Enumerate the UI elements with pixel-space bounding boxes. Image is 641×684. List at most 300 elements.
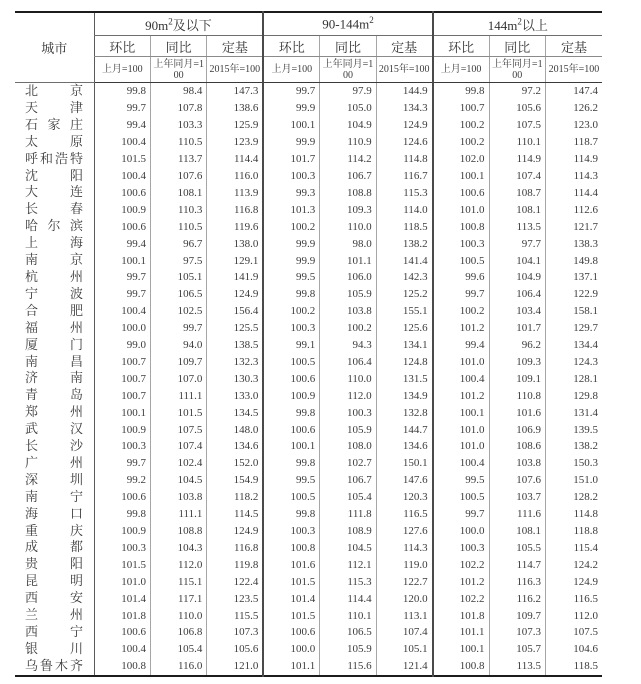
index-value-cell: 99.7 <box>263 83 319 100</box>
index-value-cell: 103.8 <box>320 303 376 320</box>
city-name-char: 州 <box>69 404 83 420</box>
index-value-cell: 100.2 <box>263 218 319 235</box>
index-value-cell: 100.8 <box>433 218 489 235</box>
index-value-cell: 142.3 <box>376 269 432 286</box>
index-value-cell: 102.2 <box>433 556 489 573</box>
index-value-cell: 101.5 <box>263 573 319 590</box>
index-value-cell: 119.6 <box>207 218 263 235</box>
index-value-cell: 115.3 <box>376 184 432 201</box>
table-row <box>15 387 602 404</box>
sub-header-fixed-base: 定基 <box>207 36 263 57</box>
city-name-char: 西 <box>25 624 39 639</box>
index-value-cell: 128.2 <box>545 489 602 506</box>
index-value-cell: 97.2 <box>489 83 545 100</box>
city-name-char: 郑 <box>25 404 39 420</box>
index-value-cell: 107.5 <box>489 117 545 134</box>
table-row <box>15 168 602 185</box>
index-value-cell: 100.1 <box>433 404 489 421</box>
index-value-cell: 109.7 <box>150 354 206 371</box>
index-value-cell: 114.3 <box>376 539 432 556</box>
index-value-cell: 113.7 <box>150 151 206 168</box>
index-value-cell: 112.6 <box>545 201 602 218</box>
index-value-cell: 105.6 <box>207 641 263 658</box>
city-name-char: 乌 <box>25 657 39 673</box>
city-name-char: 杭 <box>25 268 39 284</box>
city-name-char: 宁 <box>69 624 83 639</box>
city-name-char: 南 <box>69 370 83 386</box>
index-value-cell: 101.0 <box>433 201 489 218</box>
index-value-cell: 99.7 <box>94 455 150 472</box>
index-value-cell: 113.5 <box>489 218 545 235</box>
city-cell <box>15 354 94 371</box>
city-name <box>25 590 83 607</box>
index-value-cell: 100.8 <box>433 658 489 676</box>
index-value-cell: 108.6 <box>489 438 545 455</box>
index-value-cell: 118.8 <box>545 523 602 540</box>
index-value-cell: 100.1 <box>263 117 319 134</box>
city-name-char: 呼 <box>25 150 39 166</box>
city-name-char: 重 <box>25 522 39 538</box>
index-value-cell: 112.0 <box>545 607 602 624</box>
index-value-cell: 104.5 <box>150 472 206 489</box>
city-name <box>25 523 83 540</box>
city-name-char: 圳 <box>69 471 83 487</box>
city-name-char: 尔 <box>47 218 61 234</box>
city-cell <box>15 590 94 607</box>
index-value-cell: 129.8 <box>545 387 602 404</box>
index-value-cell: 105.9 <box>320 641 376 658</box>
index-value-cell: 108.8 <box>150 523 206 540</box>
header-row-base <box>15 57 602 83</box>
city-name <box>25 387 83 404</box>
base-header-2015: 2015年=100 <box>545 57 602 83</box>
index-value-cell: 106.9 <box>489 421 545 438</box>
city-cell <box>15 506 94 523</box>
index-value-cell: 110.5 <box>150 218 206 235</box>
city-name-char: 青 <box>25 387 39 403</box>
index-value-cell: 99.7 <box>94 100 150 117</box>
city-cell <box>15 404 94 421</box>
table-row <box>15 658 602 676</box>
city-name-char: 银 <box>25 640 39 656</box>
index-value-cell: 107.4 <box>376 624 432 641</box>
city-name-char: 宁 <box>25 285 39 301</box>
index-value-cell: 101.2 <box>433 387 489 404</box>
index-value-cell: 141.9 <box>207 269 263 286</box>
city-cell <box>15 117 94 134</box>
table-row <box>15 184 602 201</box>
index-value-cell: 100.3 <box>263 168 319 185</box>
city-name-char: 齐 <box>69 657 83 673</box>
index-value-cell: 106.7 <box>320 168 376 185</box>
index-value-cell: 119.8 <box>207 556 263 573</box>
city-name-char: 川 <box>69 640 83 656</box>
city-name-char: 州 <box>69 319 83 335</box>
table-row <box>15 151 602 168</box>
city-name-char: 原 <box>69 133 83 149</box>
index-value-cell: 98.0 <box>320 235 376 252</box>
index-value-cell: 99.8 <box>263 404 319 421</box>
index-value-cell: 99.4 <box>433 337 489 354</box>
index-value-cell: 101.8 <box>433 607 489 624</box>
city-name <box>25 641 83 658</box>
city-cell <box>15 658 94 676</box>
index-value-cell: 118.5 <box>545 658 602 676</box>
city-name-char: 广 <box>25 454 39 470</box>
city-cell <box>15 303 94 320</box>
index-value-cell: 124.2 <box>545 556 602 573</box>
index-value-cell: 97.9 <box>320 83 376 100</box>
index-value-cell: 100.6 <box>94 624 150 641</box>
sub-header-yoy: 同比 <box>489 36 545 57</box>
city-name-char: 肥 <box>69 302 83 318</box>
index-value-cell: 107.6 <box>150 168 206 185</box>
sub-header-yoy: 同比 <box>150 36 206 57</box>
city-name-char: 贵 <box>25 556 39 572</box>
city-name-char: 成 <box>25 539 39 555</box>
index-value-cell: 117.1 <box>150 590 206 607</box>
city-name <box>25 539 83 556</box>
city-cell <box>15 218 94 235</box>
index-value-cell: 100.5 <box>263 489 319 506</box>
index-value-cell: 139.5 <box>545 421 602 438</box>
index-value-cell: 124.9 <box>376 117 432 134</box>
index-value-cell: 99.9 <box>263 235 319 252</box>
index-value-cell: 116.8 <box>207 539 263 556</box>
index-value-cell: 97.7 <box>489 235 545 252</box>
city-name <box>25 438 83 455</box>
index-value-cell: 106.5 <box>150 286 206 303</box>
index-value-cell: 100.4 <box>94 168 150 185</box>
city-name <box>25 235 83 252</box>
index-value-cell: 94.3 <box>320 337 376 354</box>
index-value-cell: 108.1 <box>489 201 545 218</box>
index-value-cell: 100.2 <box>433 117 489 134</box>
index-value-cell: 105.5 <box>489 539 545 556</box>
index-value-cell: 103.8 <box>150 489 206 506</box>
index-value-cell: 118.2 <box>207 489 263 506</box>
index-value-cell: 99.0 <box>94 337 150 354</box>
index-value-cell: 114.8 <box>376 151 432 168</box>
city-name-char: 春 <box>69 201 83 217</box>
city-name-char: 天 <box>25 99 39 115</box>
city-name-char: 长 <box>25 438 39 454</box>
index-value-cell: 103.3 <box>150 117 206 134</box>
index-value-cell: 137.1 <box>545 269 602 286</box>
city-name-char: 汉 <box>69 421 83 437</box>
city-name-char: 海 <box>69 235 83 251</box>
index-value-cell: 108.0 <box>320 438 376 455</box>
city-name-char: 和 <box>39 150 53 166</box>
index-value-cell: 138.5 <box>207 337 263 354</box>
index-value-cell: 103.8 <box>489 455 545 472</box>
index-value-cell: 112.0 <box>320 387 376 404</box>
index-value-cell: 100.5 <box>433 252 489 269</box>
index-value-cell: 114.0 <box>376 201 432 218</box>
city-name <box>25 117 83 134</box>
index-value-cell: 99.9 <box>263 134 319 151</box>
index-value-cell: 103.4 <box>489 303 545 320</box>
index-value-cell: 105.4 <box>150 641 206 658</box>
city-name <box>25 556 83 573</box>
index-value-cell: 100.6 <box>433 184 489 201</box>
index-value-cell: 134.3 <box>376 100 432 117</box>
index-value-cell: 152.0 <box>207 455 263 472</box>
table-header <box>15 12 602 83</box>
city-cell <box>15 151 94 168</box>
index-value-cell: 106.4 <box>489 286 545 303</box>
city-name-char: 石 <box>25 116 39 132</box>
index-value-cell: 113.5 <box>489 658 545 676</box>
sub-header-mom: 环比 <box>94 36 150 57</box>
index-value-cell: 110.5 <box>150 134 206 151</box>
index-value-cell: 116.0 <box>207 168 263 185</box>
index-value-cell: 104.6 <box>545 641 602 658</box>
index-value-cell: 138.6 <box>207 100 263 117</box>
index-value-cell: 138.2 <box>376 235 432 252</box>
index-value-cell: 100.6 <box>263 370 319 387</box>
sub-header-fixed-base: 定基 <box>376 36 432 57</box>
index-value-cell: 100.5 <box>263 354 319 371</box>
index-value-cell: 116.5 <box>545 590 602 607</box>
index-value-cell: 101.0 <box>94 573 150 590</box>
city-name <box>25 354 83 371</box>
index-value-cell: 104.9 <box>489 269 545 286</box>
base-header-prev-month: 上月=100 <box>94 57 150 83</box>
index-value-cell: 105.4 <box>320 489 376 506</box>
index-value-cell: 125.5 <box>207 320 263 337</box>
table-row <box>15 404 602 421</box>
city-name-char: 庄 <box>69 116 83 132</box>
city-name-char: 家 <box>47 116 61 132</box>
city-cell <box>15 387 94 404</box>
city-name-char: 鲁 <box>39 657 53 673</box>
table-row <box>15 354 602 371</box>
table-row <box>15 539 602 556</box>
index-value-cell: 101.6 <box>263 556 319 573</box>
index-value-cell: 111.1 <box>150 506 206 523</box>
index-value-cell: 105.1 <box>150 269 206 286</box>
index-value-cell: 110.9 <box>320 134 376 151</box>
index-value-cell: 128.1 <box>545 370 602 387</box>
index-value-cell: 134.9 <box>376 387 432 404</box>
city-cell <box>15 607 94 624</box>
index-value-cell: 124.8 <box>376 354 432 371</box>
index-value-cell: 99.4 <box>94 235 150 252</box>
index-value-cell: 131.4 <box>545 404 602 421</box>
table-row <box>15 83 602 100</box>
city-name <box>25 370 83 387</box>
city-name <box>25 100 83 117</box>
city-name-char: 州 <box>69 454 83 470</box>
index-value-cell: 97.5 <box>150 252 206 269</box>
index-value-cell: 101.5 <box>263 607 319 624</box>
city-name <box>25 303 83 320</box>
sub-header-mom: 环比 <box>263 36 319 57</box>
index-value-cell: 99.8 <box>94 83 150 100</box>
index-value-cell: 100.9 <box>94 201 150 218</box>
city-cell <box>15 472 94 489</box>
city-cell <box>15 252 94 269</box>
index-value-cell: 96.7 <box>150 235 206 252</box>
index-value-cell: 102.2 <box>433 590 489 607</box>
index-value-cell: 156.4 <box>207 303 263 320</box>
city-name <box>25 455 83 472</box>
index-value-cell: 101.1 <box>263 658 319 676</box>
city-name-char: 沙 <box>69 438 83 454</box>
group-label: 90m <box>145 17 169 33</box>
index-value-cell: 104.5 <box>320 539 376 556</box>
city-name-char: 木 <box>54 657 68 673</box>
base-header-same-month-last-year: 上年同月=100 <box>489 57 545 83</box>
city-name-char: 南 <box>25 252 39 268</box>
city-name-char: 京 <box>69 252 83 268</box>
city-cell <box>15 421 94 438</box>
table-row <box>15 100 602 117</box>
index-value-cell: 148.0 <box>207 421 263 438</box>
index-value-cell: 133.0 <box>207 387 263 404</box>
city-name <box>25 151 83 168</box>
index-value-cell: 134.1 <box>376 337 432 354</box>
index-value-cell: 100.1 <box>94 252 150 269</box>
city-cell <box>15 438 94 455</box>
index-value-cell: 127.6 <box>376 523 432 540</box>
city-name-char: 济 <box>25 370 39 386</box>
index-value-cell: 99.4 <box>94 117 150 134</box>
city-name <box>25 252 83 269</box>
city-name-char: 太 <box>25 133 39 149</box>
city-name-char: 兰 <box>25 607 39 623</box>
index-value-cell: 99.1 <box>263 337 319 354</box>
index-value-cell: 108.1 <box>150 184 206 201</box>
table-row <box>15 472 602 489</box>
index-value-cell: 114.4 <box>545 184 602 201</box>
city-name <box>25 184 83 201</box>
index-value-cell: 118.5 <box>376 218 432 235</box>
index-value-cell: 100.5 <box>433 489 489 506</box>
index-value-cell: 100.4 <box>94 303 150 320</box>
city-name-char: 阳 <box>69 167 83 183</box>
city-name <box>25 337 83 354</box>
index-value-cell: 144.9 <box>376 83 432 100</box>
index-value-cell: 101.6 <box>489 404 545 421</box>
index-value-cell: 131.5 <box>376 370 432 387</box>
index-value-cell: 100.0 <box>94 320 150 337</box>
index-value-cell: 122.4 <box>207 573 263 590</box>
index-value-cell: 101.0 <box>433 354 489 371</box>
index-value-cell: 105.9 <box>320 286 376 303</box>
city-name-char: 明 <box>69 573 83 589</box>
index-value-cell: 115.5 <box>207 607 263 624</box>
index-value-cell: 107.5 <box>150 421 206 438</box>
index-value-cell: 121.4 <box>376 658 432 676</box>
index-value-cell: 103.7 <box>489 489 545 506</box>
group-label-sup: 2 <box>168 16 173 27</box>
index-value-cell: 99.7 <box>94 269 150 286</box>
base-header-2015: 2015年=100 <box>207 57 263 83</box>
index-value-cell: 123.9 <box>207 134 263 151</box>
city-name <box>25 269 83 286</box>
city-name-char: 安 <box>69 590 83 606</box>
index-value-cell: 124.9 <box>545 573 602 590</box>
city-name <box>25 134 83 151</box>
index-value-cell: 110.1 <box>320 607 376 624</box>
table-row <box>15 590 602 607</box>
index-value-cell: 111.6 <box>489 506 545 523</box>
index-value-cell: 138.0 <box>207 235 263 252</box>
table-row <box>15 573 602 590</box>
city-cell <box>15 235 94 252</box>
city-name <box>25 168 83 185</box>
base-header-same-month-last-year: 上年同月=100 <box>320 57 376 83</box>
index-value-cell: 134.6 <box>376 438 432 455</box>
table-row <box>15 320 602 337</box>
index-value-cell: 100.2 <box>263 303 319 320</box>
index-value-cell: 107.0 <box>150 370 206 387</box>
index-value-cell: 100.1 <box>263 438 319 455</box>
group-label: 90-144m <box>322 16 370 32</box>
index-value-cell: 100.0 <box>263 641 319 658</box>
index-value-cell: 149.8 <box>545 252 602 269</box>
index-value-cell: 104.9 <box>320 117 376 134</box>
index-value-cell: 116.8 <box>207 201 263 218</box>
index-value-cell: 100.2 <box>433 134 489 151</box>
index-value-cell: 114.9 <box>545 151 602 168</box>
index-value-cell: 101.2 <box>433 320 489 337</box>
index-value-cell: 155.1 <box>376 303 432 320</box>
index-value-cell: 108.7 <box>489 184 545 201</box>
index-value-cell: 114.8 <box>545 506 602 523</box>
index-value-cell: 107.6 <box>489 472 545 489</box>
city-name-char: 大 <box>25 184 39 200</box>
table-row <box>15 556 602 573</box>
index-value-cell: 114.9 <box>489 151 545 168</box>
index-value-cell: 99.5 <box>263 269 319 286</box>
index-value-cell: 101.1 <box>433 624 489 641</box>
city-cell <box>15 337 94 354</box>
index-value-cell: 99.8 <box>263 286 319 303</box>
city-name-char: 京 <box>69 83 83 98</box>
index-value-cell: 100.6 <box>94 184 150 201</box>
index-value-cell: 102.5 <box>150 303 206 320</box>
index-value-cell: 115.6 <box>320 658 376 676</box>
index-value-cell: 99.2 <box>94 472 150 489</box>
index-value-cell: 100.1 <box>94 404 150 421</box>
city-name-char: 昌 <box>69 353 83 369</box>
table-row <box>15 337 602 354</box>
index-value-cell: 154.9 <box>207 472 263 489</box>
city-name-char: 宁 <box>69 488 83 504</box>
index-value-cell: 141.4 <box>376 252 432 269</box>
city-name <box>25 83 83 100</box>
index-value-cell: 100.2 <box>433 303 489 320</box>
index-value-cell: 100.7 <box>94 354 150 371</box>
index-value-cell: 100.8 <box>94 658 150 676</box>
base-header-2015: 2015年=100 <box>376 57 432 83</box>
index-value-cell: 108.8 <box>320 184 376 201</box>
index-value-cell: 109.3 <box>320 201 376 218</box>
index-value-cell: 118.7 <box>545 134 602 151</box>
index-value-cell: 106.5 <box>320 624 376 641</box>
index-value-cell: 105.7 <box>489 641 545 658</box>
index-value-cell: 101.2 <box>433 573 489 590</box>
city-cell <box>15 556 94 573</box>
index-value-cell: 105.1 <box>376 641 432 658</box>
index-value-cell: 101.0 <box>433 421 489 438</box>
group-label: 以上 <box>521 17 548 33</box>
index-value-cell: 114.2 <box>320 151 376 168</box>
group-header-144-above <box>433 12 602 36</box>
